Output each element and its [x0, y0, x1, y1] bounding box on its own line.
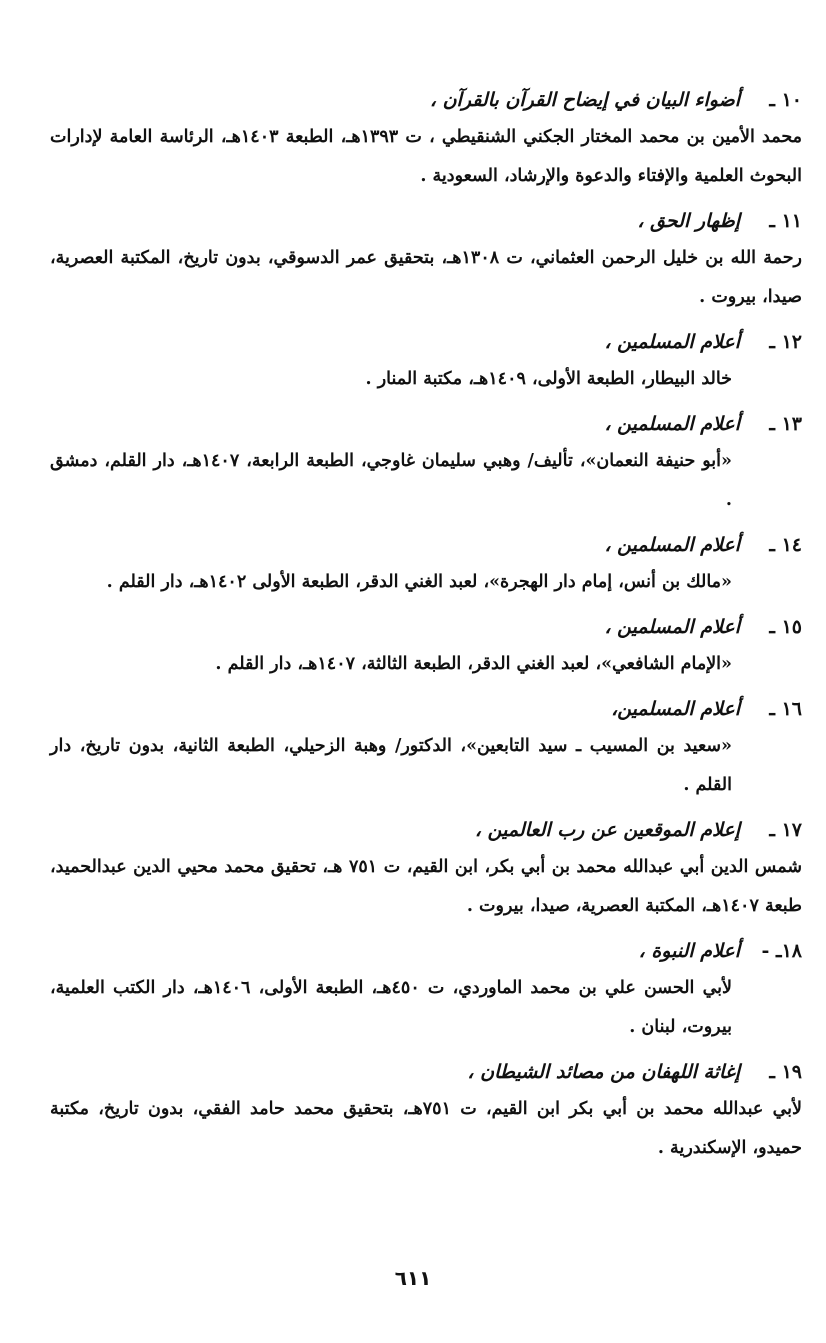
bibliography-entry-14	[50, 527, 802, 602]
entry-heading	[50, 1054, 802, 1090]
bibliography-entry-18	[50, 933, 802, 1047]
bibliography-entry-11	[50, 203, 802, 317]
entry-heading	[50, 82, 802, 118]
bibliography-entry-12	[50, 324, 802, 399]
entry-heading	[50, 609, 802, 645]
entry-number: ١٥ ـ	[769, 616, 802, 638]
entry-number: ١٦ ـ	[769, 698, 802, 720]
entry-details: لأبي عبدالله محمد بن أبي بكر ابن القيم، ت ٧٥١هـ، بتحقيق محمد حامد الفقي، بدون تاريخ، مكتبة حميدو، الإسكندرية .	[50, 1099, 803, 1158]
bibliography-page	[50, 82, 802, 1175]
entry-heading	[50, 406, 802, 442]
entry-title: أضواء البيان في إيضاح القرآن بالقرآن ،	[429, 89, 740, 111]
entry-number: ١٧ ـ	[769, 819, 802, 841]
bibliography-entry-10	[50, 82, 802, 196]
entry-heading	[50, 812, 802, 848]
entry-title: أعلام المسلمين ،	[604, 534, 740, 556]
entry-details: شمس الدين أبي عبدالله محمد بن أبي بكر، ابن القيم، ت ٧٥١ هـ، تحقيق محمد محيي الدين عبدالحميد، طبعة ١٤٠٧هـ، المكتبة العصرية، صيدا، بيروت .	[50, 857, 802, 916]
entry-number: ١٤ ـ	[769, 534, 802, 556]
entry-number: ١٩ ـ	[769, 1061, 802, 1083]
entry-title: إعلام الموقعين عن رب العالمين ،	[474, 819, 740, 841]
entry-details: «أبو حنيفة النعمان»، تأليف/ وهبي سليمان غاوجي، الطبعة الرابعة، ١٤٠٧هـ، دار القلم، دمشق .	[50, 451, 732, 510]
entry-heading	[50, 324, 802, 360]
entry-title: أعلام المسلمين ،	[604, 616, 740, 638]
entry-details: خالد البيطار، الطبعة الأولى، ١٤٠٩هـ، مكتبة المنار .	[365, 369, 732, 389]
entry-heading	[50, 527, 802, 563]
entry-details: «الإمام الشافعي»، لعبد الغني الدقر، الطبعة الثالثة، ١٤٠٧هـ، دار القلم .	[215, 654, 732, 674]
entry-number: ١٠ ـ	[769, 89, 802, 111]
bibliography-entry-16	[50, 691, 802, 805]
entry-details: لأبي الحسن علي بن محمد الماوردي، ت ٤٥٠هـ، الطبعة الأولى، ١٤٠٦هـ، دار الكتب العلمية، بيروت، لبنان .	[50, 978, 733, 1037]
entry-title: أعلام المسلمين،	[611, 698, 740, 720]
entry-number: ١٨ـ -	[761, 940, 802, 962]
entry-details: «مالك بن أنس، إمام دار الهجرة»، لعبد الغني الدقر، الطبعة الأولى ١٤٠٢هـ، دار القلم .	[106, 572, 732, 592]
entry-title: أعلام النبوة ،	[638, 940, 740, 962]
entry-details: «سعيد بن المسيب ـ سيد التابعين»، الدكتور/ وهبة الزحيلي، الطبعة الثانية، بدون تاريخ، دار القلم .	[50, 736, 732, 795]
bibliography-entry-19	[50, 1054, 802, 1168]
entry-number: ١١ ـ	[769, 210, 802, 232]
entry-heading	[50, 933, 802, 969]
entry-title: إظهار الحق ،	[637, 210, 740, 232]
entry-title: أعلام المسلمين ،	[604, 331, 740, 353]
entry-details: رحمة الله بن خليل الرحمن العثماني، ت ١٣٠٨هـ، بتحقيق عمر الدسوقي، بدون تاريخ، المكتبة العصرية، صيدا، بيروت .	[50, 248, 802, 307]
bibliography-entry-17	[50, 812, 802, 926]
page-number: ٦١١	[394, 1266, 432, 1290]
entry-details: محمد الأمين بن محمد المختار الجكني الشنقيطي ، ت ١٣٩٣هـ، الطبعة ١٤٠٣هـ، الرئاسة العامة لإدارات البحوث العلمية والإفتاء والدعوة والإرشاد، السعودية .	[50, 127, 802, 186]
entry-title: إغاثة اللهفان من مصائد الشيطان ،	[467, 1061, 740, 1083]
bibliography-entry-13	[50, 406, 802, 520]
entry-number: ١٢ ـ	[769, 331, 802, 353]
entry-number: ١٣ ـ	[769, 413, 802, 435]
entry-title: أعلام المسلمين ،	[604, 413, 740, 435]
entry-heading	[50, 203, 802, 239]
bibliography-entry-15	[50, 609, 802, 684]
entry-heading	[50, 691, 802, 727]
